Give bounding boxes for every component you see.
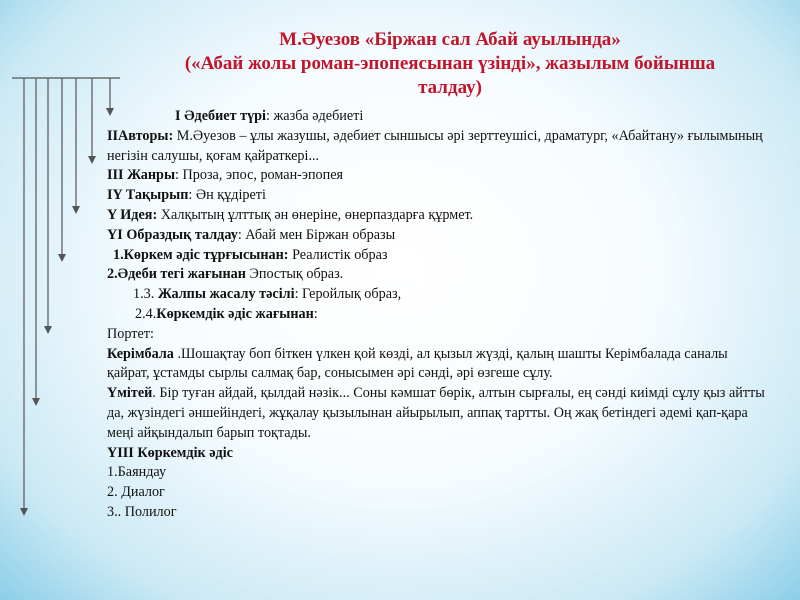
portrait-label: Портет:	[107, 325, 154, 342]
section-7: YIII Көркемдік әдіс	[107, 444, 233, 461]
section-6: YI Образдық талдау: Абай мен Біржан образы	[107, 226, 396, 243]
section-3: III Жанры: Проза, эпос, роман-эпопея	[107, 167, 344, 184]
section-1: I Әдебиет түрі: жазба әдебиеті	[175, 108, 364, 124]
section-5: Y Идея: Халқытың ұлттық ән өнеріне, өнерпаздарға құрмет.	[107, 206, 474, 223]
kerimbala-paragraph: Керімбала .Шошақтау боп біткен үлкен қой көзді, ал қызыл жүзді, қалың шашты Керімбалада саналы қайрат, ұстамды сырлы салмақ бар, сонысымен әрі сәнді, әрі өзгеше сұлу.	[107, 345, 728, 382]
method-item: 1.Баяндау	[107, 464, 167, 481]
section-6-1: 1.Көркем әдіс тұрғысынан: Реалистік образ	[113, 246, 388, 263]
section-2: IIАвторы: М.Әуезов – ұлы жазушы, әдебиет сыншысы әрі зерттеушісі, драматург, «Абайтану» ғылымының негізін салушы, қоғам қайраткері...	[107, 127, 763, 164]
section-6-2: 2.Әдеби тегі жағынан Эпостық образ.	[107, 266, 344, 283]
method-item: 3.. Полилог	[107, 503, 177, 520]
umitei-paragraph: Үмітей. Бір туған айдай, қылдай нәзік... Соны кәмшат бөрік, алтын сырғалы, ең сәнді киімді сұлу қыз айтты да, жүзіндегі әншейіндегі, жұқалау қызылынан айырылып, аппақ тартты. Оң жақ бетіндегі әдемі қап-қара меңі айқындалып барып тоқтады.	[107, 385, 765, 441]
method-item: 2. Диалог	[107, 484, 165, 501]
section-6-4: 2.4.Көркемдік әдіс жағынан:	[135, 305, 318, 322]
section-4: IY Тақырып: Ән құдіреті	[107, 187, 266, 204]
analysis-body	[107, 107, 767, 523]
section-6-3: 1.3. Жалпы жасалу тәсілі: Геройлық образ,	[133, 286, 402, 303]
title-line-1: М.Әуезов «Біржан сал Абай ауылында»	[279, 29, 621, 50]
title-line-2: («Абай жолы роман-эпопеясынан үзінді», жазылым бойынша	[184, 53, 716, 74]
title-line-3: талдау)	[418, 77, 482, 98]
